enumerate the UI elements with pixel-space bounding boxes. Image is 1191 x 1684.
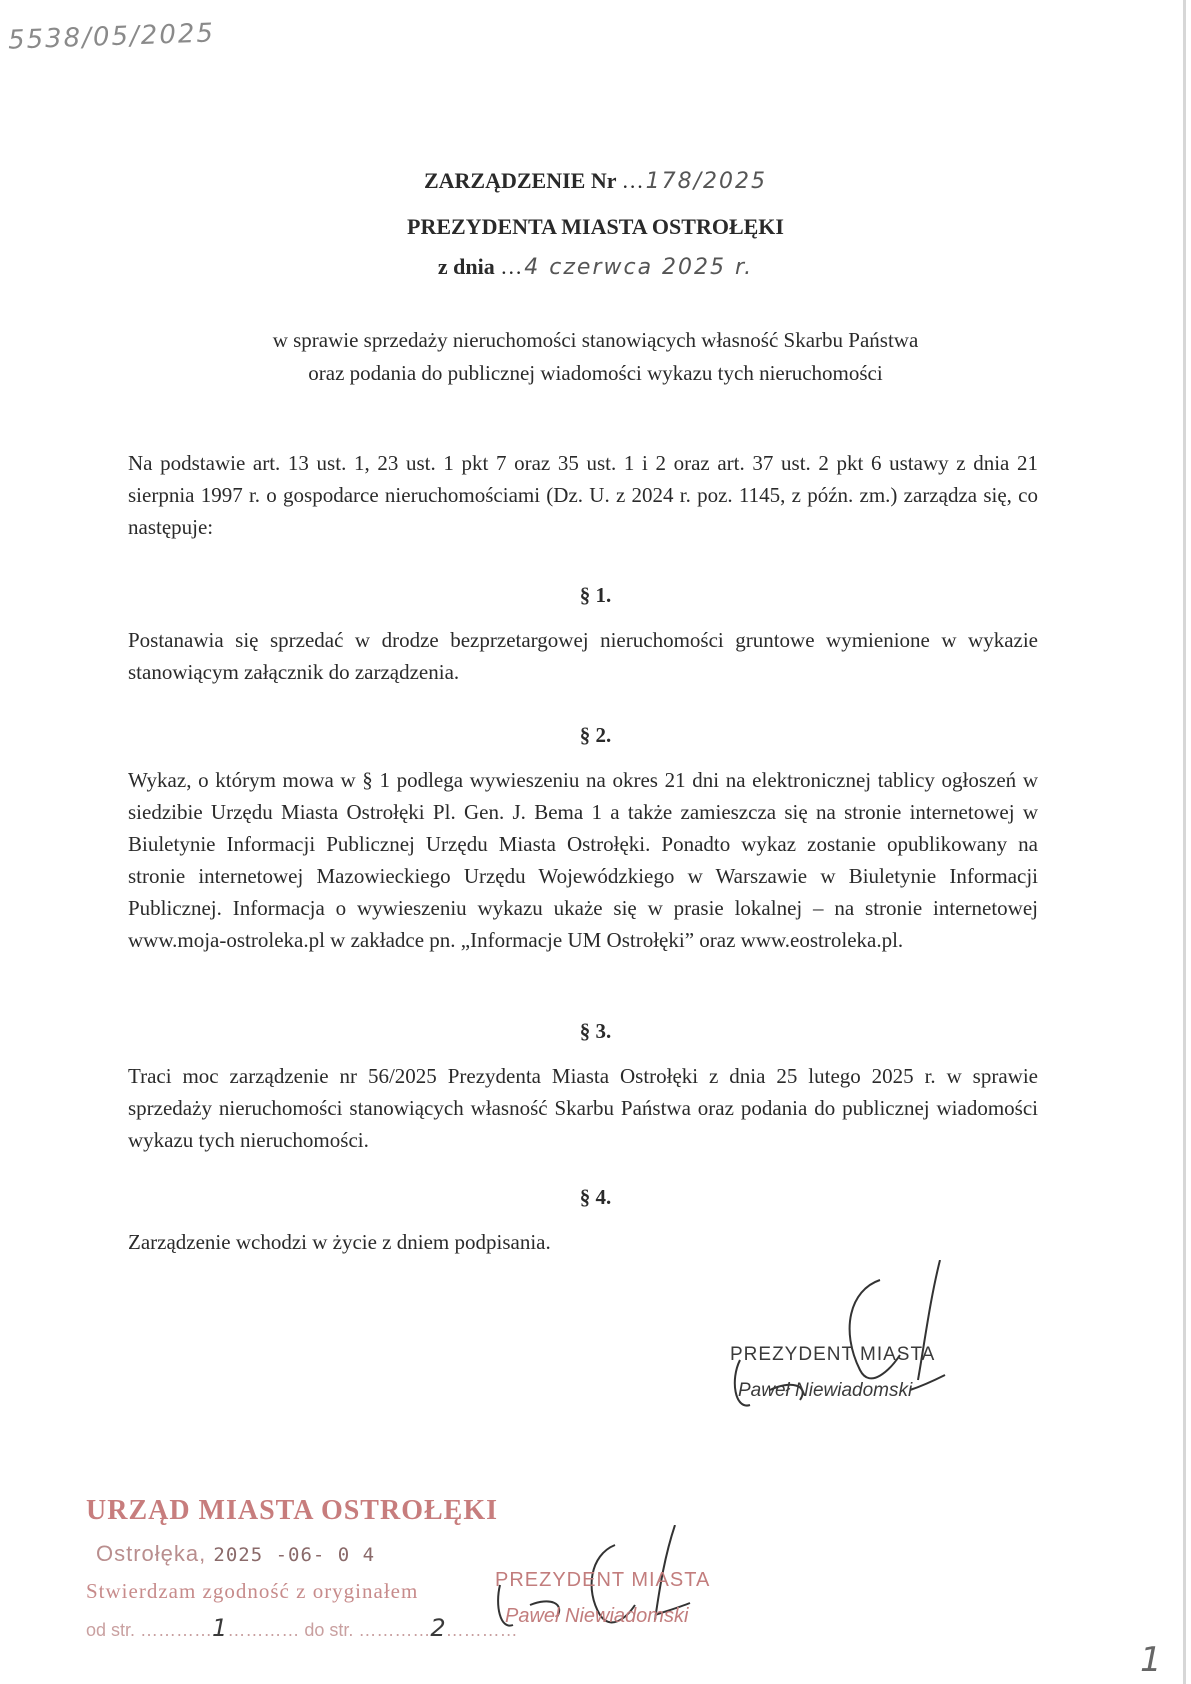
subject-line-1: w sprawie sprzedaży nieruchomości stanowiących własność Skarbu Państwa: [272, 328, 919, 352]
stamp-page-range: [86, 1614, 518, 1642]
stamp-certify-text: Stwierdzam zgodność z oryginałem: [86, 1579, 419, 1603]
stamp-place: Ostrołęka,: [96, 1541, 207, 1566]
section-2-heading: § 2.: [579, 723, 612, 747]
section-3-text: Traci moc zarządzenie nr 56/2025 Prezydenta Miasta Ostrołęki z dnia 25 lutego 2025 r. w sprawie sprzedaży nieruchomości stanowiących własność Skarbu Państwa oraz podania do publicznej wiadomości wykazu tych nieruchomości.: [128, 1064, 1038, 1152]
section-1-heading: § 1.: [579, 583, 612, 607]
date-prefix: z dnia: [437, 254, 495, 279]
from-page-value: 1: [212, 1614, 228, 1642]
title-dots: …: [621, 168, 646, 193]
from-page-label: od str.: [86, 1620, 136, 1640]
to-page-filler-2: …………: [445, 1620, 518, 1640]
certification-stamp: [86, 1495, 518, 1642]
ordinance-number-handwritten: 178/2025: [645, 169, 768, 194]
ordinance-date: [0, 254, 1191, 280]
stamp-date-value: 2025 -06- 0 4: [213, 1544, 376, 1566]
stamp-handwritten-signature: [495, 1525, 725, 1665]
section-3-heading: § 3.: [579, 1019, 612, 1043]
to-page-filler: …………: [358, 1620, 431, 1640]
to-page-value: 2: [430, 1614, 446, 1642]
stamp-signature-block: [495, 1525, 725, 1665]
scan-edge: [1183, 0, 1186, 1684]
legal-basis-paragraph: Na podstawie art. 13 ust. 1, 23 ust. 1 pkt 7 oraz 35 ust. 1 i 2 oraz art. 37 ust. 2 pkt 6 ustawy z dnia 21 sierpnia 1997 r. o gospodarce nieruchomościami (Dz. U. z 2024 r. poz. 1145, z późn. zm.) zarządza się, co następuje:: [128, 451, 1038, 539]
ordinance-subject: [0, 324, 1191, 390]
ordinance-title-prefix: ZARZĄDZENIE Nr: [423, 168, 617, 193]
mayor-signature-block: [730, 1260, 970, 1420]
stamp-place-date: [96, 1541, 518, 1567]
from-page-filler: …………: [140, 1620, 213, 1640]
from-page-filler-2: …………: [227, 1620, 300, 1640]
issuer-heading: PREZYDENTA MIASTA OSTROŁĘKI: [407, 214, 784, 239]
date-handwritten: 4 czerwca 2025 r.: [524, 255, 754, 280]
to-page-label: do str.: [304, 1620, 354, 1640]
section-4-heading: § 4.: [579, 1185, 612, 1209]
ordinance-title: [0, 168, 1191, 194]
mayor-title: PREZYDENT MIASTA: [730, 1344, 936, 1365]
mayor-name: Paweł Niewiadomski: [738, 1380, 913, 1401]
subject-line-2: oraz podania do publicznej wiadomości wykazu tych nieruchomości: [308, 361, 883, 385]
section-1-text: Postanawia się sprzedać w drodze bezprzetargowej nieruchomości gruntowe wymienione w wykazie stanowiącym załącznik do zarządzenia.: [128, 628, 1038, 684]
stamp-office-name: URZĄD MIASTA OSTROŁĘKI: [86, 1495, 499, 1526]
section-4-text: Zarządzenie wchodzi w życie z dniem podpisania.: [128, 1230, 551, 1254]
section-2-text: Wykaz, o którym mowa w § 1 podlega wywieszeniu na okres 21 dni na elektronicznej tablicy ogłoszeń w siedzibie Urzędu Miasta Ostrołęki Pl. Gen. J. Bema 1 a także zamieszcza się na stronie internetowej w Biuletynie Informacji Publicznej Urzędu Miasta Ostrołęki. Ponadto wykaz zostanie opublikowany na stronie internetowej Mazowieckiego Urzędu Wojewódzkiego w Warszawie w Biuletynie Informacji Publicznej. Informacja o wywieszeniu wykazu ukaże się w prasie lokalnej – na stronie internetowej www.moja-ostroleka.pl w zakładce pn. „Informacje UM Ostrołęki” oraz www.eostroleka.pl.: [128, 768, 1038, 952]
date-dots: …: [500, 254, 525, 279]
page-number-handwritten: 1: [1140, 1640, 1164, 1680]
registry-number-handwritten: 5538/05/2025: [7, 18, 216, 56]
stamp-mayor-name: Paweł Niewiadomski: [505, 1605, 689, 1627]
stamp-mayor-title: PREZYDENT MIASTA: [495, 1569, 711, 1591]
